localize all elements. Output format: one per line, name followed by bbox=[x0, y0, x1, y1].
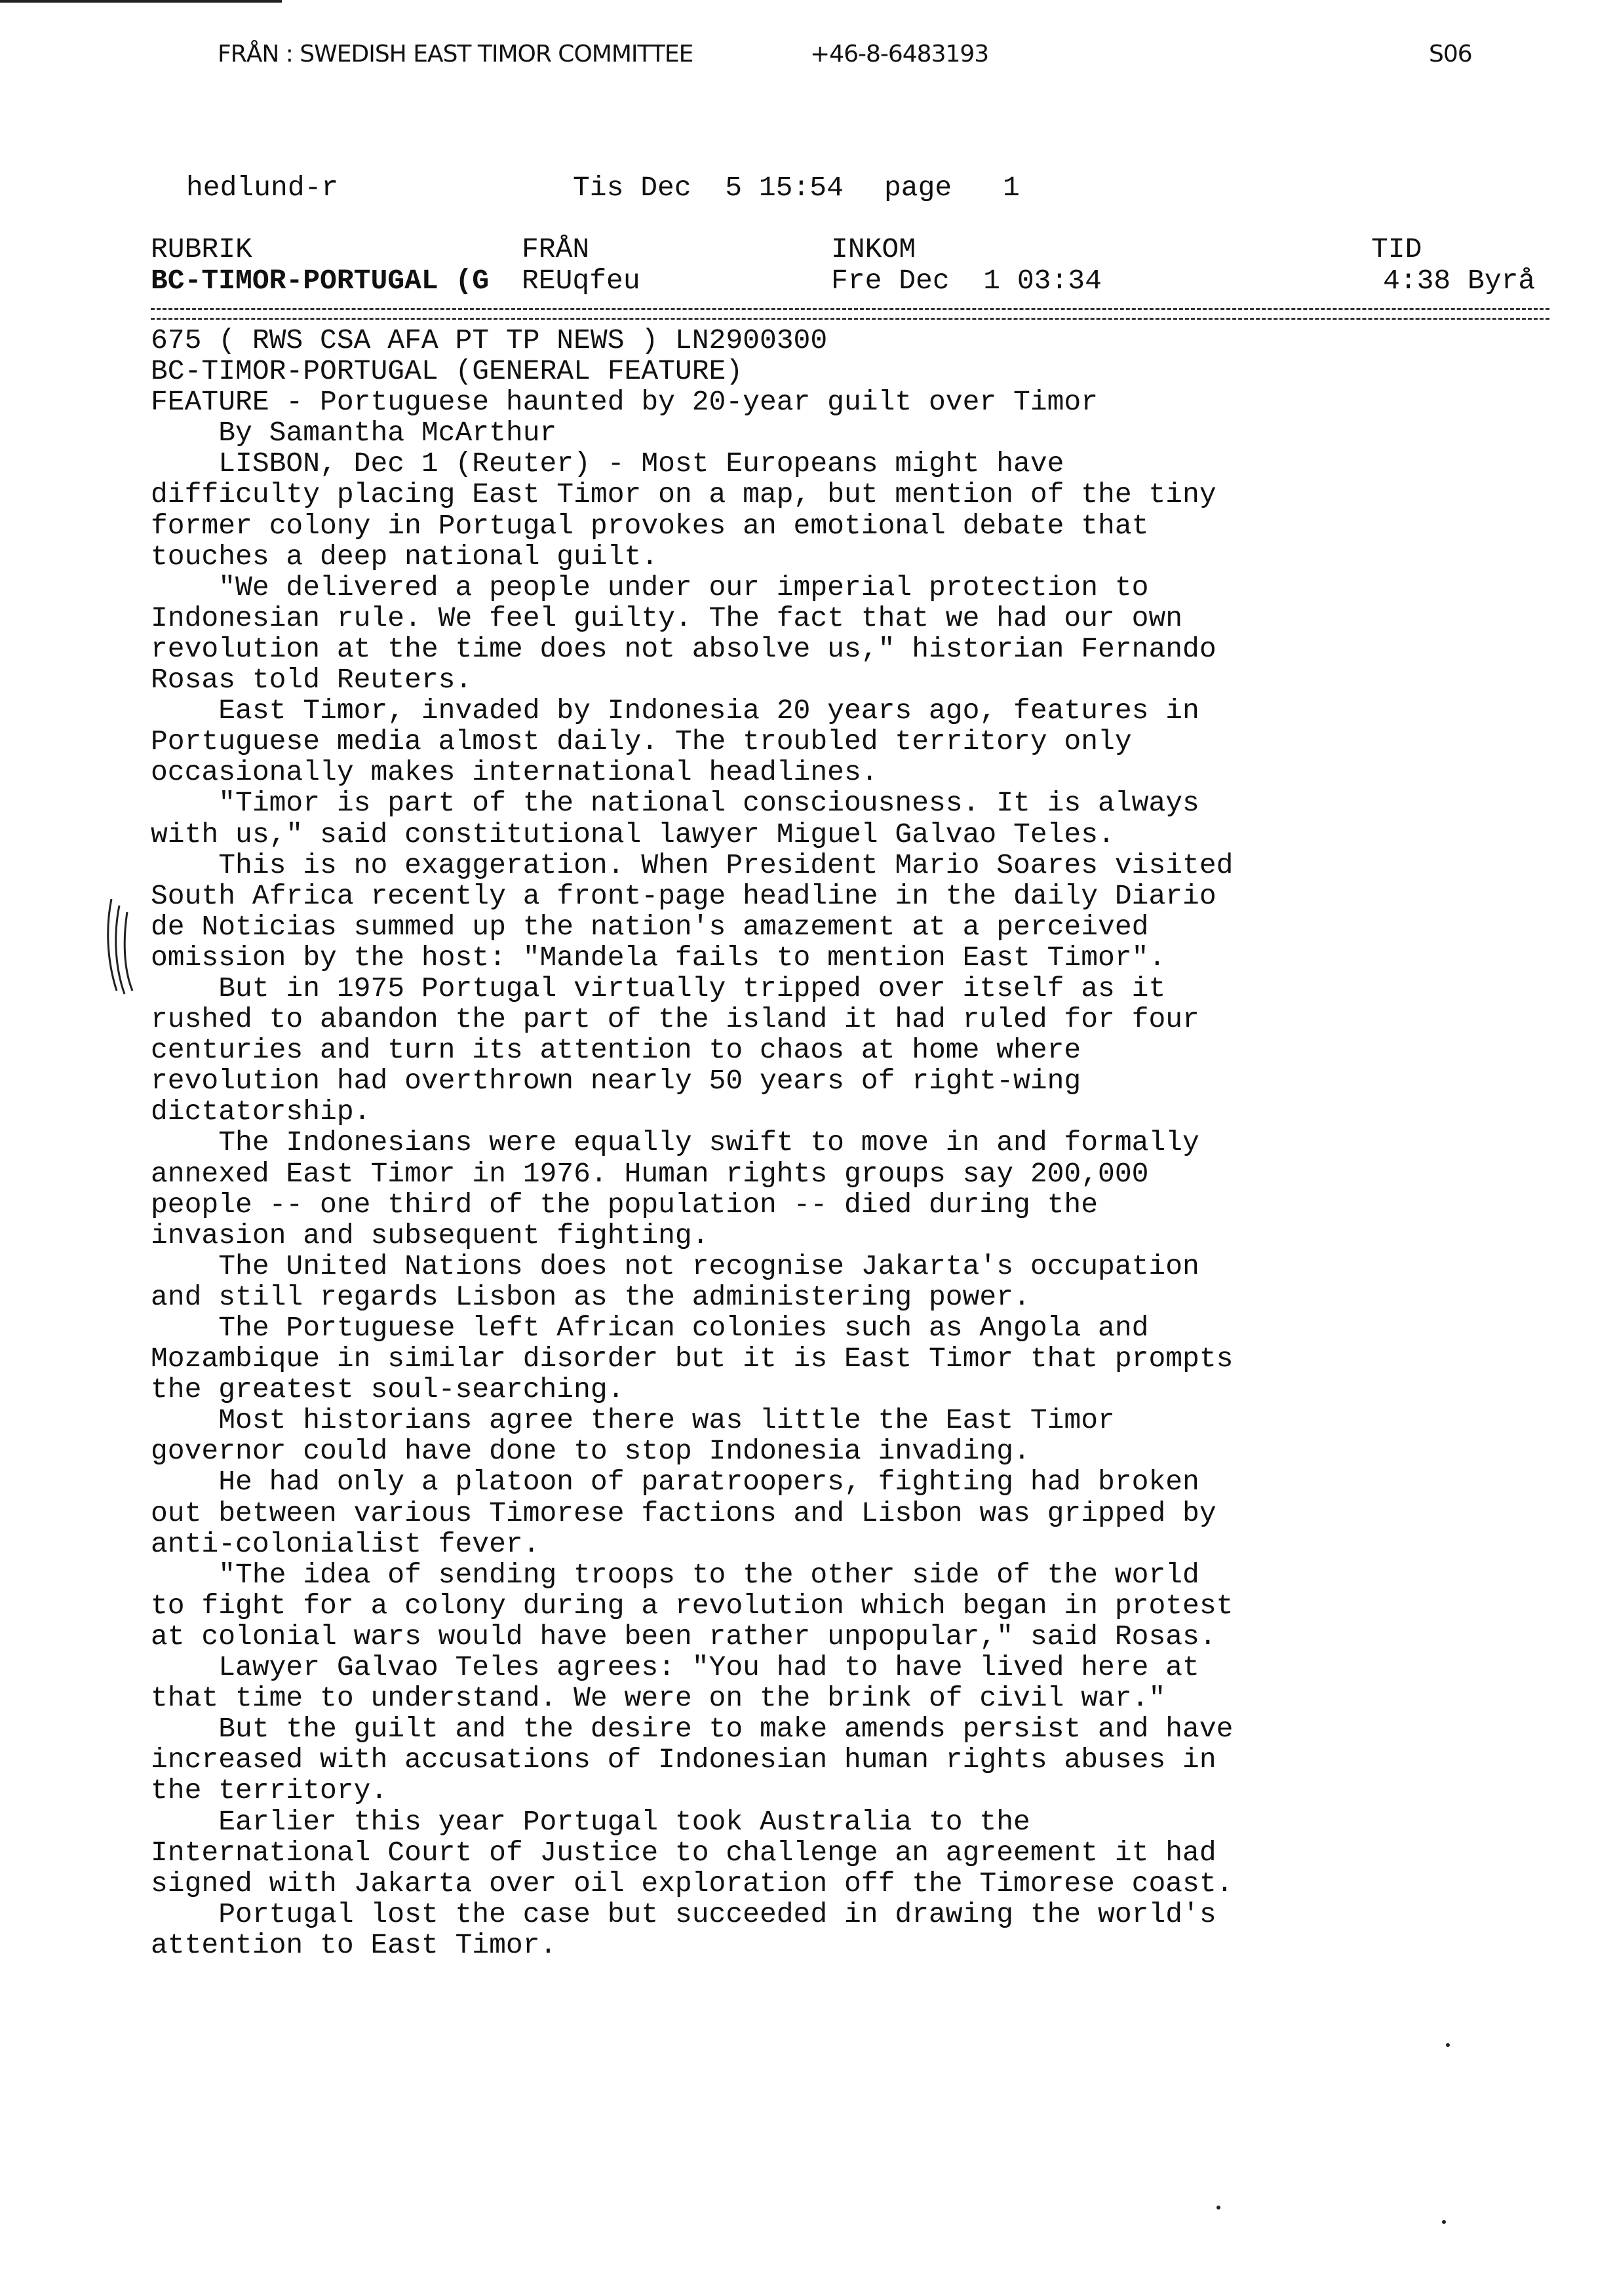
margin-handwritten-mark bbox=[98, 892, 138, 997]
article-line: with us," said constitutional lawyer Miguel Galvao Teles. bbox=[151, 818, 1115, 851]
article-line: governor could have done to stop Indonesia invading. bbox=[151, 1435, 1030, 1468]
article-line: to fight for a colony during a revolution which began in protest bbox=[151, 1589, 1234, 1622]
article-line: the territory. bbox=[151, 1774, 388, 1807]
article-line: South Africa recently a front-page headline in the daily Diario bbox=[151, 879, 1216, 912]
article-line: at colonial wars would have been rather unpopular," said Rosas. bbox=[151, 1620, 1216, 1653]
article-line: rushed to abandon the part of the island it had ruled for four bbox=[151, 1003, 1199, 1036]
article-line: increased with accusations of Indonesian human rights abuses in bbox=[151, 1744, 1216, 1776]
article-line: omission by the host: "Mandela fails to mention East Timor". bbox=[151, 941, 1166, 974]
article-line: Lawyer Galvao Teles agrees: "You had to have lived here at bbox=[151, 1651, 1199, 1684]
article-line: Earlier this year Portugal took Australia to the bbox=[151, 1805, 1030, 1838]
article-line: "Timor is part of the national consciousness. It is always bbox=[151, 787, 1199, 820]
column-label-inkom: INKOM bbox=[831, 233, 916, 265]
article-line: But in 1975 Portugal virtually tripped over itself as it bbox=[151, 972, 1166, 1004]
article-line: "The idea of sending troops to the other side of the world bbox=[151, 1558, 1199, 1591]
article-line: Portugal lost the case but succeeded in drawing the world's bbox=[151, 1898, 1216, 1930]
column-label-fran: FRÅN bbox=[522, 233, 590, 265]
column-value-fran: REUqfeu bbox=[522, 265, 640, 297]
article-line: FEATURE - Portuguese haunted by 20-year guilt over Timor bbox=[151, 386, 1099, 419]
fax-transmission-header bbox=[0, 41, 1615, 80]
article-line: difficulty placing East Timor on a map, but mention of the tiny bbox=[151, 478, 1216, 511]
article-line: International Court of Justice to challenge an agreement it had bbox=[151, 1836, 1216, 1869]
column-label-rubrik: RUBRIK bbox=[151, 233, 252, 265]
column-value-rubrik: BC-TIMOR-PORTUGAL (G bbox=[151, 265, 490, 297]
article-line: revolution at the time does not absolve us," historian Fernando bbox=[151, 632, 1216, 665]
speck bbox=[1216, 2206, 1220, 2210]
article-line: Most historians agree there was little the East Timor bbox=[151, 1404, 1115, 1437]
fax-sender: FRÅN : SWEDISH EAST TIMOR COMMITTEE bbox=[218, 41, 693, 67]
article-line: 675 ( RWS CSA AFA PT TP NEWS ) LN2900300 bbox=[151, 324, 828, 356]
article-line: The United Nations does not recognise Jakarta's occupation bbox=[151, 1250, 1199, 1282]
article-line: and still regards Lisbon as the administering power. bbox=[151, 1280, 1030, 1313]
article-line: out between various Timorese factions and Lisbon was gripped by bbox=[151, 1497, 1216, 1529]
article-line: attention to East Timor. bbox=[151, 1928, 557, 1961]
article-line: signed with Jakarta over oil exploration off the Timorese coast. bbox=[151, 1867, 1234, 1900]
article-line: Portuguese media almost daily. The troubled territory only bbox=[151, 725, 1132, 758]
article-line: Rosas told Reuters. bbox=[151, 664, 473, 697]
printout-page-label: page bbox=[884, 172, 952, 204]
printout-date: Tis Dec 5 15:54 bbox=[573, 172, 844, 204]
article-line: "We delivered a people under our imperial protection to bbox=[151, 571, 1149, 603]
article-line: revolution had overthrown nearly 50 years of right-wing bbox=[151, 1065, 1081, 1098]
article-line: annexed East Timor in 1976. Human rights groups say 200,000 bbox=[151, 1157, 1149, 1190]
column-value-inkom: Fre Dec 1 03:34 bbox=[831, 265, 1102, 297]
article-line: By Samantha McArthur bbox=[151, 417, 557, 450]
article-line: centuries and turn its attention to chaos at home where bbox=[151, 1034, 1081, 1067]
article-line: the greatest soul-searching. bbox=[151, 1373, 625, 1406]
article-line: East Timor, invaded by Indonesia 20 years ago, features in bbox=[151, 695, 1199, 727]
article-line: The Portuguese left African colonies such as Angola and bbox=[151, 1312, 1149, 1344]
article-line: The Indonesians were equally swift to move in and formally bbox=[151, 1126, 1199, 1159]
article-line: invasion and subsequent fighting. bbox=[151, 1219, 709, 1252]
column-label-tid: TID bbox=[1371, 233, 1422, 265]
article-line: touches a deep national guilt. bbox=[151, 540, 659, 573]
printout-user: hedlund-r bbox=[186, 172, 339, 204]
fax-top-rule bbox=[0, 0, 282, 3]
speck bbox=[1442, 2220, 1446, 2224]
column-value-tid: 4:38 Byrå bbox=[1383, 265, 1536, 297]
article-line: This is no exaggeration. When President Mario Soares visited bbox=[151, 849, 1234, 881]
fax-page-code: S06 bbox=[1429, 41, 1472, 67]
article-line: that time to understand. We were on the brink of civil war." bbox=[151, 1682, 1166, 1715]
article-line: occasionally makes international headlines. bbox=[151, 756, 878, 789]
article-line: Mozambique in similar disorder but it is East Timor that prompts bbox=[151, 1343, 1234, 1375]
article-line: BC-TIMOR-PORTUGAL (GENERAL FEATURE) bbox=[151, 355, 743, 388]
article-body bbox=[151, 325, 1566, 1961]
speck bbox=[1446, 2043, 1450, 2047]
article-line: LISBON, Dec 1 (Reuter) - Most Europeans might have bbox=[151, 448, 1064, 480]
article-line: de Noticias summed up the nation's amazement at a perceived bbox=[151, 910, 1149, 943]
printout-page-number: 1 bbox=[1003, 172, 1020, 204]
article-line: But the guilt and the desire to make amends persist and have bbox=[151, 1713, 1234, 1746]
separator-rule bbox=[151, 308, 1549, 320]
article-line: former colony in Portugal provokes an emotional debate that bbox=[151, 509, 1149, 542]
article-line: Indonesian rule. We feel guilty. The fact that we had our own bbox=[151, 602, 1183, 634]
fax-phone-number: +46-8-6483193 bbox=[810, 41, 989, 67]
article-line: He had only a platoon of paratroopers, fighting had broken bbox=[151, 1466, 1199, 1499]
article-line: anti-colonialist fever. bbox=[151, 1527, 540, 1560]
article-line: dictatorship. bbox=[151, 1096, 371, 1128]
article-line: people -- one third of the population -- died during the bbox=[151, 1188, 1099, 1221]
